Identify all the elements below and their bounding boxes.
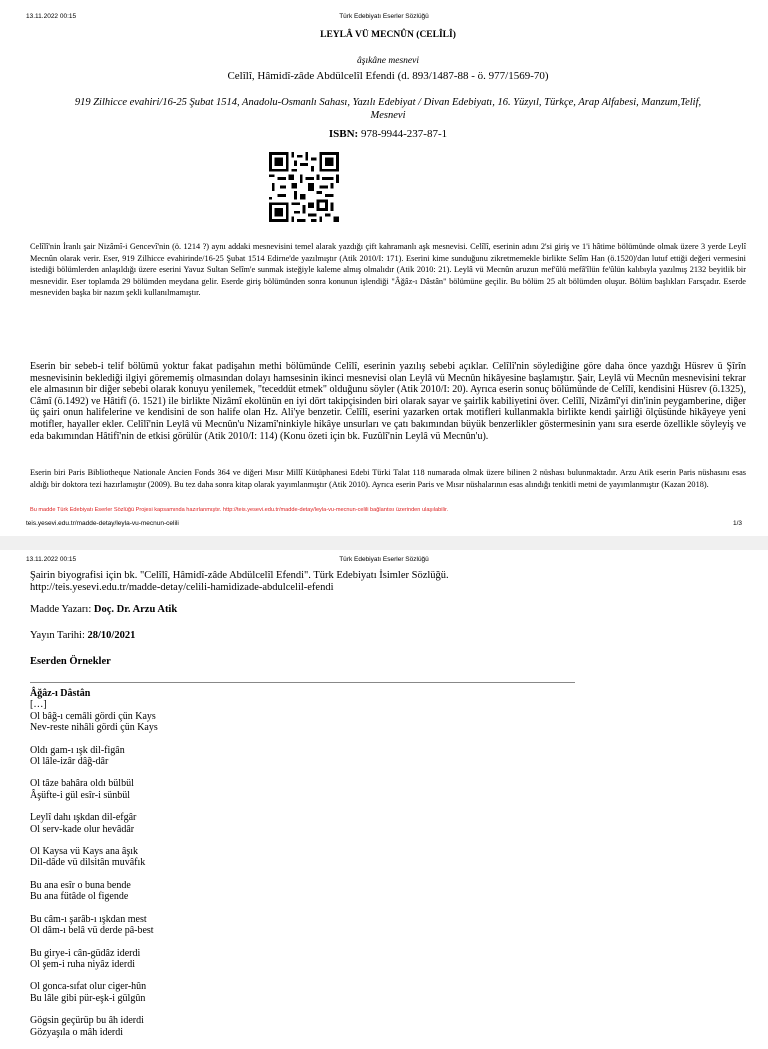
verse-line: Ol tâze bahâra oldı bülbül	[30, 778, 134, 790]
entry-title: LEYLÂ VÜ MECNÛN (CELÎLÎ)	[320, 30, 456, 40]
verse-stanza	[30, 981, 158, 1004]
isbn-label: ISBN:	[328, 128, 359, 140]
source-note: Bu madde Türk Edebiyatı Eserler Sözlüğü Projesi kapsamında hazırlanmıştır. http://teis.yesevi.edu.tr/madde-detay/leyla-vu-mecnun-celili bağlantısı üzerinden ulaşılabilir.	[30, 507, 449, 513]
verse-line: Nev-reste nihâli gördi çün Kays	[30, 722, 158, 734]
verse-line: Ol Kaysa vü Kays ana âşık	[30, 846, 139, 858]
verse-line: Gögsin geçürüp bu âh iderdi	[30, 1015, 144, 1027]
verse-stanza	[30, 880, 158, 903]
verse-line: Âşüfte-i gül esîr-i sünbül	[30, 789, 131, 801]
examples-heading: Eserden Örnekler	[30, 656, 111, 667]
verse-line: Ol şem-i ruha niyâz iderdi	[30, 958, 135, 970]
verse-stanza	[30, 846, 158, 869]
author-credit	[30, 604, 177, 615]
author-credit-name: Doç. Dr. Arzu Atik	[93, 604, 178, 615]
qr-code-icon	[269, 152, 339, 222]
print-site-title: Türk Edebiyatı Eserler Sözlüğü	[339, 13, 429, 20]
author-credit-label: Madde Yazarı:	[30, 604, 92, 615]
bio-url[interactable]: http://teis.yesevi.edu.tr/madde-detay/celili-hamidizade-abdulcelil-efendi	[30, 582, 334, 593]
publish-date-value: 28/10/2021	[87, 630, 136, 641]
verse-heading: Âğâz-ı Dâstân	[30, 688, 91, 699]
verse-stanza	[30, 778, 158, 801]
section-divider	[30, 682, 575, 683]
paragraph-content: Eserin bir sebeb-i telif bölümü yoktur fakat padişahın methi bölümünde Celîlî, eserinin yazılış sebebi açıklar. Celîlî'nin söylediğine göre daha önce yazdığı Hüsrev ü Şîrîn mesnevisinin beklediği ilgiyi görememiş olmasından dolayı hamsesinin ikinci mesnevisi olan Leylâ vü Mecnûn hikâyesine başlamıştır. Şair, Leylâ vü Mecnûn mesnevisini tekrar ele almasının bir diğer sebebi olarak konuyu yenilemek, "teceddüt etmek" olduğunu söyler (Atik 2010/I: 20). Ayrıca eserin sonuç bölümünde de Celîlî, kendisini Hüsrev (ö.1325), Câmî (ö.1492) ve Hâtifî (ö. 1521) ile birlikte Nizâmî ekolünün en iyi dört takipçisinden biri olarak sayar ve şairlik kabiliyetini över. Celîlî, Nizâmî'yi din'inin peygamberine, diğer üç şairi onun halifelerine ve kendisini de son halife olan Hz. Ali'ye benzetir. Celîlî, eserini yazarken ortak motifleri kullanmakla birlikte kendi şairliği ölçüsünde hikâyeye yeni motifler, hayaller ekler. Celîlî'nin Leylâ vü Mecnûn'u Nizamî'ninkiyle hikâye unsurları ve çatı bakımından büyük benzerlikler göstermesinin yanı sıra eserde özellikle söyleyiş ve eda bakımından Hâtifî'nin de etkisi görülür (Atik 2010/I: 114) (Konu özeti için bk. Fuzûlî'nin Leylâ vü Mecnûn'u).	[30, 361, 746, 442]
print-timestamp: 13.11.2022 00:15	[26, 13, 77, 20]
bio-reference: Şairin biyografisi için bk. "Celîlî, Hâmidî-zâde Abdülcelîl Efendi". Türk Edebiyatı İsimler Sözlüğü.	[30, 570, 449, 581]
verse-line: Oldı gam-ı ışk dil-figân	[30, 744, 125, 756]
entry-author: Celîlî, Hâmidî-zâde Abdülcelîl Efendi (d. 893/1487-88 - ö. 977/1569-70)	[227, 70, 549, 82]
verse-line: Leylî dahı ışkdan dil-efgâr	[30, 812, 137, 824]
verse-excerpt	[30, 688, 158, 1049]
verse-line: Ol lâle-izâr dâğ-dâr	[30, 756, 109, 768]
verse-stanza	[30, 948, 158, 971]
print-timestamp: 13.11.2022 00:15	[26, 556, 77, 563]
page1-print-footer	[26, 520, 742, 529]
verse-line: Ol dâm-ı belâ vü derde pâ-best	[30, 925, 154, 937]
verse-line: Ol serv-kade olur hevâdâr	[30, 823, 135, 835]
print-footer-url: teis.yesevi.edu.tr/madde-detay/leyla-vu-mecnun-celili	[26, 520, 179, 527]
verse-stanza	[30, 812, 158, 835]
paragraph-manuscripts: Eserin biri Paris Bibliotheque Nationale Ancien Fonds 364 ve diğeri Mısır Millî Kütüphanesi Edebi Türki Talat 118 numarada olmak üzere bilinen 2 nüshası bulunmaktadır. Arzu Atik eserin Paris nüshasını esas aldığı bir doktora tezi hazırlamıştır (2009). Bu tez daha sonra kitap olarak yayımlanmıştır (Atik 2010). Ayrıca eserin Paris ve Mısır nüshalarının esas alındığı tenkitli metni de yayımlanmıştır (Kazan 2018).	[30, 468, 746, 489]
isbn-line	[30, 128, 746, 140]
page2-print-header	[26, 556, 742, 565]
verse-line: Bu câm-ı şarâb-ı ışkdan mest	[30, 913, 147, 925]
print-site-title: Türk Edebiyatı Eserler Sözlüğü	[339, 556, 429, 563]
verse-line: Gözyaşıla o mâh iderdi	[30, 1026, 124, 1038]
print-page-number: 1/3	[732, 520, 742, 527]
verse-line: Bu ana esîr o buna bende	[30, 879, 131, 891]
isbn-value: 978-9944-237-87-1	[360, 128, 448, 140]
verse-stanza	[30, 1015, 158, 1038]
verse-stanza	[30, 745, 158, 768]
verse-line: Ol bâğ-ı cemâli gördi çün Kays	[30, 710, 156, 722]
paragraph-intro: Celîlî'nin İranlı şair Nizâmî-i Gencevî'nin (ö. 1214 ?) aynı addaki mesnevisini temel alarak yazdığı çift kahramanlı aşk mesnevisi. Celîlî, eserinin adını 2'si giriş ve 1'i hâtime bölümünde olmak üzere 3 yerde Leylî Mecnûn olarak verir. Eser, 919 Zilhicce evahirinde/16-25 Şubat 1514 Edirne'de yazılmıştır (Atik 2010/I: 171). Eserini kime sunduğunu zikretmemekle birlikte Selîm Han (ö.1520)'dan lutuf ettiği değeri vermesini istediği bölümlerden anlaşıldığı üzere eserini Yavuz Sultan Selîm'e sunmak isteğiyle kaleme almış olmalıdır (Atik 2010: 21). Leylâ vü Mecnûn aruzun mef'ûlü mefâ'îlün fe'ûlün kalıbıyla yazılmış 2132 beyitlik bir mesnevidir. Eser toplamda 29 bölümden meydana gelir. Eserde giriş bölümünden sonra konunun işlendiği "Âğâz-ı Dâstân" bölümüne geçilir. Bu bölüm 25 alt bölümden oluşur. Bölüm başlıkları Farsçadır. Eserde mesneviden başka bir nazım şekli kullanılmamıştır.	[30, 242, 746, 298]
page1-print-header	[26, 13, 742, 22]
verse-line: Ol gonca-sıfat olur ciger-hûn	[30, 981, 147, 993]
publish-date	[30, 630, 135, 641]
verse-ellipsis: […]	[30, 699, 47, 711]
verse-line: Bu lâle gibi pür-eşk-i gülgûn	[30, 992, 146, 1004]
publish-date-label: Yayın Tarihi:	[30, 630, 85, 641]
stanza-list	[30, 711, 158, 1038]
verse-stanza	[30, 711, 158, 734]
verse-stanza	[30, 914, 158, 937]
verse-line: Dil-dâde vü dilsitân muvâfık	[30, 857, 146, 869]
verse-line: Bu ana fütâde ol figende	[30, 891, 129, 903]
entry-subtitle: âşıkâne mesnevi	[357, 56, 419, 66]
page-separator	[0, 536, 768, 550]
verse-line: Bu girye-i cân-güdâz iderdi	[30, 947, 141, 959]
entry-meta: 919 Zilhicce evahiri/16-25 Şubat 1514, Anadolu-Osmanlı Sahası, Yazılı Edebiyat / Divan Edebiyatı, 16. Yüzyıl, Türkçe, Arap Alfabesi, Manzum,Telif, Mesnevi	[74, 97, 702, 121]
